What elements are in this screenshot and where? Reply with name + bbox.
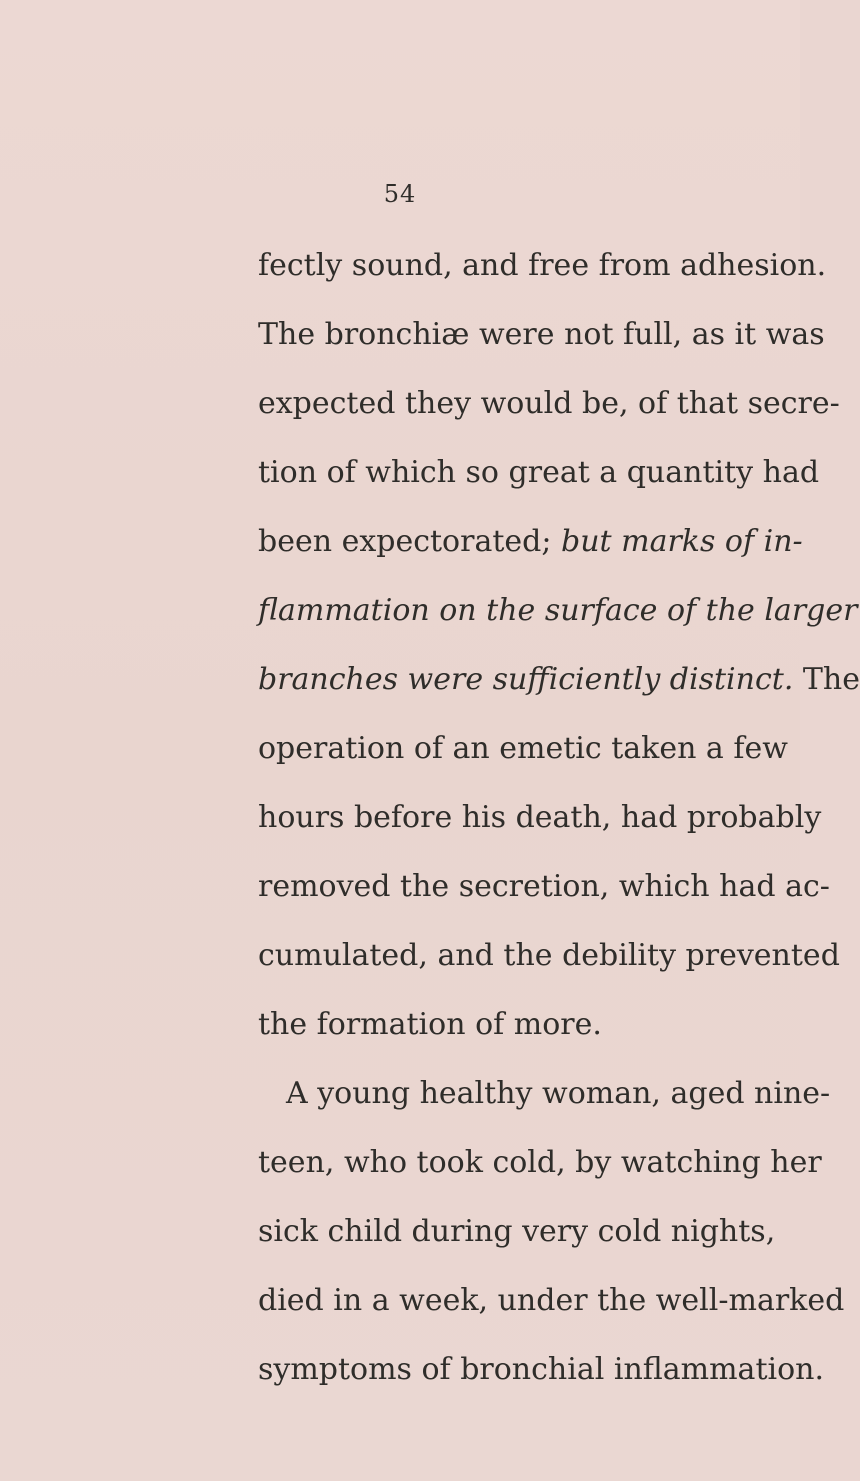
- text-segment: symptoms of bronchial inflammation.: [258, 1352, 825, 1387]
- text-line: [258, 453, 820, 522]
- text-segment: the formation of more.: [258, 1007, 602, 1042]
- page-number: 54: [383, 180, 417, 208]
- text-line: [258, 660, 860, 729]
- text-segment: operation of an emetic taken a few: [258, 731, 788, 766]
- text-segment: expected they would be, of that secre-: [258, 386, 840, 421]
- text-line: [258, 1350, 825, 1419]
- italic-text: branches were sufficiently distinct.: [258, 662, 794, 697]
- text-segment: cumulated, and the debility prevented: [258, 938, 840, 973]
- text-segment: A young healthy woman, aged nine-: [286, 1076, 831, 1111]
- text-segment: The: [793, 662, 860, 697]
- text-segment: teen, who took cold, by watching her: [258, 1145, 822, 1180]
- text-line: [258, 384, 840, 453]
- text-segment: fectly sound, and free from adhesion.: [258, 248, 827, 283]
- text-line: [258, 591, 858, 660]
- text-segment: died in a week, under the well-marked: [258, 1283, 845, 1318]
- text-segment: tion of which so great a quantity had: [258, 455, 820, 490]
- text-line: [258, 1074, 831, 1143]
- text-segment: sick child during very cold nights,: [258, 1214, 776, 1249]
- text-line: [258, 246, 827, 315]
- text-line: [258, 798, 822, 867]
- text-segment: The bronchiæ were not full, as it was: [258, 317, 825, 352]
- text-segment: removed the secretion, which had ac-: [258, 869, 830, 904]
- text-line: [258, 867, 830, 936]
- text-line: [258, 1281, 845, 1350]
- italic-text: flammation on the surface of the larger: [258, 593, 858, 628]
- text-line: [258, 1143, 822, 1212]
- text-line: [258, 315, 825, 384]
- text-segment: been expectorated;: [258, 524, 562, 559]
- text-line: [258, 729, 788, 798]
- italic-text: but marks of in-: [561, 524, 803, 559]
- text-segment: hours before his death, had probably: [258, 800, 822, 835]
- body-text: [258, 246, 860, 1419]
- text-line: [258, 1005, 743, 1074]
- text-line: [258, 1212, 776, 1281]
- text-line: [258, 522, 803, 591]
- text-line: [258, 936, 840, 1005]
